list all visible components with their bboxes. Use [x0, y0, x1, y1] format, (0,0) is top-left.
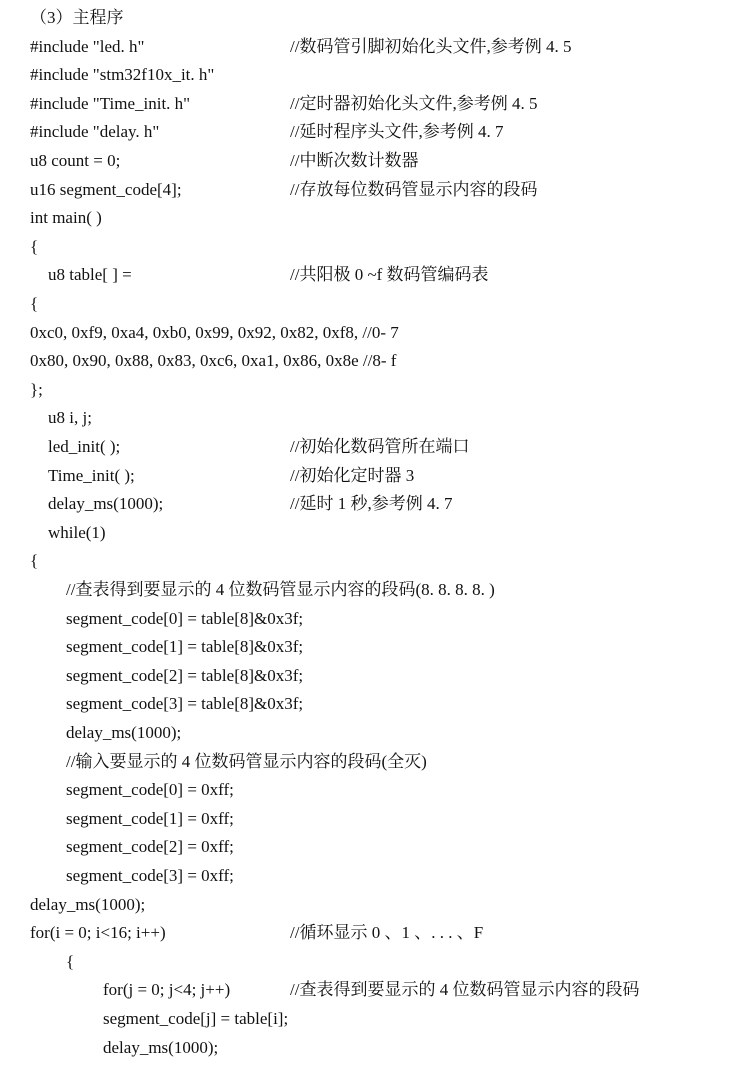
- code-line: [0, 462, 750, 491]
- code-comment: //中断次数计数器: [290, 151, 419, 170]
- code-line: [0, 690, 750, 719]
- code-line: [0, 290, 750, 319]
- code-text: 0xc0, 0xf9, 0xa4, 0xb0, 0x99, 0x92, 0x82, 0xf8, //0- 7: [30, 322, 399, 342]
- code-line: [0, 1005, 750, 1034]
- code-comment: //定时器初始化头文件,参考例 4. 5: [290, 93, 538, 113]
- code-line: [0, 805, 750, 834]
- code-comment: //延时 1 秒,参考例 4. 7: [290, 494, 453, 514]
- code-text: #include "Time_init. h": [30, 93, 191, 113]
- code-text: for(j = 0; j<4; j++): [103, 980, 231, 1000]
- code-text: //输入要显示的 4 位数码管显示内容的段码(全灭): [66, 751, 427, 771]
- code-line: [0, 90, 750, 119]
- code-line: [0, 204, 750, 233]
- code-line: [0, 719, 750, 748]
- code-line: [0, 176, 750, 205]
- code-comment: //查表得到要显示的 4 位数码管显示内容的段码: [290, 980, 640, 1000]
- code-line: [0, 33, 750, 62]
- code-line: [0, 519, 750, 548]
- code-text: segment_code[j] = table[i];: [103, 1009, 289, 1028]
- code-line: [0, 633, 750, 662]
- code-text: u8 count = 0;: [30, 151, 121, 170]
- code-line: [0, 776, 750, 805]
- code-comment: //存放每位数码管显示内容的段码: [290, 179, 538, 199]
- code-text: while(1): [48, 522, 106, 542]
- code-comment: //延时程序头文件,参考例 4. 7: [290, 122, 504, 142]
- code-text: #include "delay. h": [30, 122, 160, 142]
- code-text: segment_code[3] = table[8]&0x3f;: [66, 694, 304, 714]
- code-comment: //共阳极 0 ~f 数码管编码表: [290, 265, 489, 285]
- code-text: {: [30, 294, 39, 313]
- code-text: delay_ms(1000);: [66, 723, 182, 742]
- code-text: 0x80, 0x90, 0x88, 0x83, 0xc6, 0xa1, 0x86, 0x8e //8- f: [30, 351, 397, 371]
- code-comment: //数码管引脚初始化头文件,参考例 4. 5: [290, 36, 572, 56]
- code-text: segment_code[3] = 0xff;: [66, 866, 234, 885]
- code-line: [0, 147, 750, 176]
- code-text: #include "led. h": [30, 36, 145, 56]
- code-text: u8 i, j;: [48, 408, 92, 428]
- code-text: delay_ms(1000);: [103, 1037, 219, 1057]
- code-line: [0, 919, 750, 948]
- code-line: [0, 490, 750, 519]
- code-line: [0, 576, 750, 605]
- code-text: {: [66, 951, 75, 971]
- code-line: [0, 376, 750, 405]
- code-line: [0, 891, 750, 920]
- code-text: segment_code[0] = table[8]&0x3f;: [66, 608, 304, 628]
- code-line: [0, 748, 750, 777]
- code-line: [0, 61, 750, 90]
- code-text: segment_code[2] = 0xff;: [66, 837, 234, 857]
- code-text: };: [30, 379, 43, 399]
- section-title-text: （3）主程序: [30, 8, 124, 27]
- code-line: [0, 547, 750, 576]
- code-line: [0, 662, 750, 691]
- code-text: segment_code[0] = 0xff;: [66, 780, 234, 800]
- code-text: delay_ms(1000);: [48, 494, 164, 514]
- code-line: [0, 118, 750, 147]
- code-line: [0, 948, 750, 977]
- section-title: [0, 4, 750, 33]
- code-line: [0, 319, 750, 348]
- code-text: for(i = 0; i<16; i++): [30, 923, 166, 943]
- code-text: u16 segment_code[4];: [30, 179, 182, 199]
- code-line: [0, 976, 750, 1005]
- code-comment: //初始化数码管所在端口: [290, 437, 470, 456]
- code-comment: //初始化定时器 3: [290, 465, 415, 485]
- code-text: led_init( );: [48, 437, 121, 456]
- code-text: Time_init( );: [48, 465, 135, 485]
- code-text: segment_code[2] = table[8]&0x3f;: [66, 665, 304, 685]
- code-line: [0, 261, 750, 290]
- code-line: [0, 862, 750, 891]
- code-text: segment_code[1] = table[8]&0x3f;: [66, 637, 304, 657]
- code-text: int main( ): [30, 208, 102, 228]
- code-line: [0, 1034, 750, 1063]
- code-line: [0, 233, 750, 262]
- code-line: [0, 605, 750, 634]
- code-line: [0, 833, 750, 862]
- code-text: #include "stm32f10x_it. h": [30, 65, 215, 85]
- code-text: u8 table[ ] =: [48, 265, 132, 285]
- code-line: [0, 433, 750, 462]
- code-text: delay_ms(1000);: [30, 894, 146, 914]
- code-line: [0, 347, 750, 376]
- code-text: {: [30, 551, 39, 571]
- code-comment: //循环显示 0 、1 、. . . 、F: [290, 923, 484, 943]
- code-text: //查表得到要显示的 4 位数码管显示内容的段码(8. 8. 8. 8. ): [66, 580, 495, 599]
- code-text: segment_code[1] = 0xff;: [66, 808, 234, 828]
- code-line: [0, 404, 750, 433]
- code-text: {: [30, 236, 39, 256]
